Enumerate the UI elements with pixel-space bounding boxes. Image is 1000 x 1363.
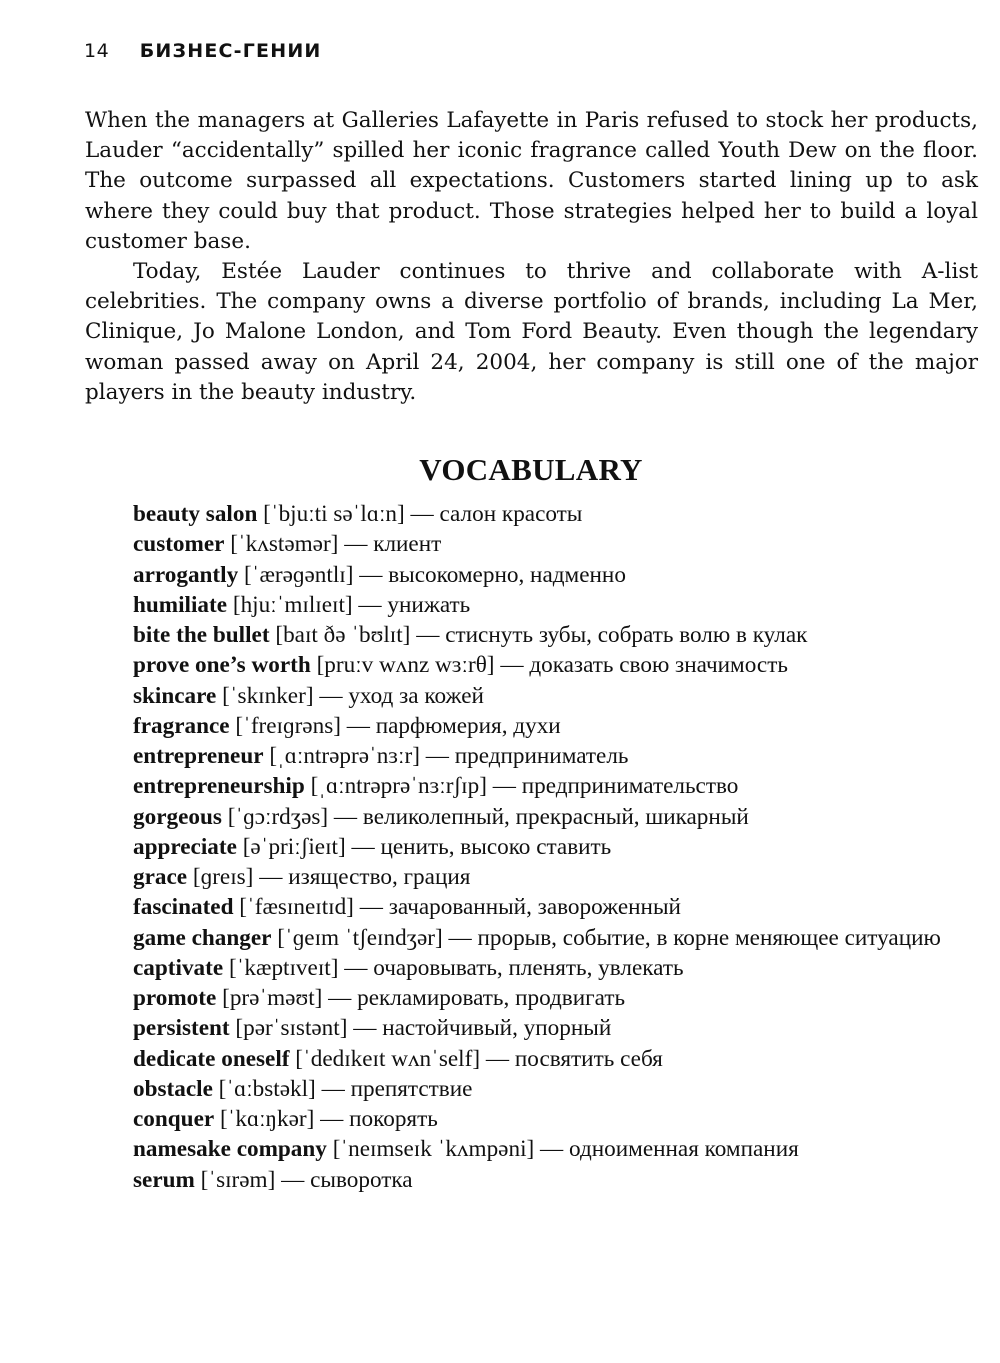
vocabulary-transcription: [ˈbjuːti səˈlɑːn] — [263, 501, 405, 527]
vocabulary-entry — [86, 953, 986, 983]
vocabulary-entry — [86, 802, 986, 832]
vocabulary-transcription: [ˌɑːntrəprəˈnɜːrʃɪp] — [310, 773, 487, 800]
vocabulary-term: entrepreneurship — [133, 773, 305, 800]
vocabulary-translation: — доказать свою значимость — [500, 652, 788, 679]
body-text — [85, 106, 978, 408]
vocabulary-translation: — посвятить себя — [485, 1045, 663, 1072]
vocabulary-transcription: [pərˈsɪstənt] — [235, 1015, 348, 1042]
vocabulary-entry — [86, 711, 986, 741]
vocabulary-transcription: [ˈkɑːŋkər] — [219, 1106, 315, 1132]
vocabulary-entry — [86, 620, 986, 650]
vocabulary-transcription: [ˈɑːbstəkl] — [218, 1075, 316, 1102]
vocabulary-term: bite the bullet — [133, 622, 270, 648]
vocabulary-transcription: [ɡreɪs] — [192, 864, 254, 890]
vocabulary-term: game changer — [133, 924, 272, 951]
vocabulary-translation: — очаровывать, пленять, увлекать — [344, 954, 684, 981]
vocabulary-transcription: [ˈkʌstəmər] — [230, 531, 339, 558]
vocabulary-entry — [86, 650, 986, 680]
vocabulary-transcription: [pruːv wʌnz wɜːrθ] — [316, 652, 495, 679]
vocabulary-transcription: [ˈsɪrəm] — [200, 1166, 276, 1193]
vocabulary-transcription: [ˈɡeɪm ˈtʃeɪndʒər] — [277, 924, 443, 951]
vocabulary-translation: — клиент — [344, 531, 442, 558]
vocabulary-translation: — одноименная компания — [540, 1136, 799, 1163]
vocabulary-translation: — прорыв, событие, в корне меняющее ситуацию — [448, 924, 941, 951]
vocabulary-entry — [86, 862, 986, 892]
vocabulary-transcription: [ˈdedɪkeɪt wʌnˈself] — [295, 1045, 481, 1072]
vocabulary-heading: VOCABULARY — [419, 452, 643, 487]
vocabulary-translation: — рекламировать, продвигать — [328, 985, 626, 1011]
running-title: БИЗНЕС-ГЕНИИ — [139, 40, 322, 62]
vocabulary-translation: — салон красоты — [410, 501, 583, 527]
vocabulary-translation: — унижать — [358, 591, 471, 618]
vocabulary-transcription: [prəˈməʊt] — [222, 985, 323, 1011]
vocabulary-entry — [86, 1044, 986, 1074]
vocabulary-entry — [86, 681, 986, 711]
vocabulary-entry — [86, 499, 986, 529]
vocabulary-translation: — уход за кожей — [319, 682, 484, 709]
vocabulary-transcription: [ˈneɪmseɪk ˈkʌmpəni] — [332, 1136, 535, 1163]
vocabulary-term: fragrance — [133, 712, 230, 739]
vocabulary-term: persistent — [133, 1015, 230, 1042]
vocabulary-term: appreciate — [133, 833, 237, 860]
page-header — [84, 40, 322, 62]
vocabulary-translation: — великолепный, прекрасный, шикарный — [333, 803, 749, 830]
vocabulary-transcription: [hjuːˈmɪlɪeɪt] — [232, 591, 353, 618]
vocabulary-transcription: [ˈfæsɪneɪtɪd] — [239, 894, 354, 921]
vocabulary-translation: — предприниматель — [425, 743, 629, 769]
vocabulary-entry — [86, 832, 986, 862]
vocabulary-term: grace — [133, 864, 188, 890]
vocabulary-entry — [86, 1074, 986, 1104]
vocabulary-entry — [86, 560, 986, 590]
vocabulary-entry — [86, 923, 986, 953]
vocabulary-translation: — высокомерно, надменно — [359, 561, 626, 588]
vocabulary-transcription: [ˈskɪnker] — [222, 682, 314, 709]
vocabulary-entry — [86, 983, 986, 1013]
vocabulary-entry — [86, 1134, 986, 1164]
page-number: 14 — [84, 40, 110, 62]
vocabulary-transcription: [ˈkæptɪveɪt] — [228, 954, 339, 981]
vocabulary-entry — [86, 892, 986, 922]
vocabulary-transcription: [ˈɡɔːrdʒəs] — [227, 803, 329, 830]
vocabulary-entry — [86, 741, 986, 771]
vocabulary-term: skincare — [133, 682, 217, 709]
vocabulary-transcription: [əˈpriːʃieɪt] — [242, 833, 346, 860]
vocabulary-term: beauty salon — [133, 501, 258, 527]
vocabulary-translation: — препятствие — [321, 1075, 473, 1102]
vocabulary-term: customer — [133, 531, 225, 558]
vocabulary-list — [86, 499, 986, 1195]
vocabulary-term: captivate — [133, 954, 224, 981]
vocabulary-transcription: [baɪt ðə ˈbʊlɪt] — [275, 622, 411, 648]
vocabulary-term: arrogantly — [133, 561, 239, 588]
vocabulary-term: namesake company — [133, 1136, 327, 1163]
vocabulary-entry — [86, 590, 986, 620]
vocabulary-entry — [86, 1165, 986, 1195]
paragraph: Today, Estée Lauder continues to thrive and collaborate with A-list celebrities. The company owns a diverse portfolio of brands, including La Mer, Clinique, Jo Malone London, and Tom Ford Beauty. Even though the legendary woman passed away on April 24, 2004, her company is still one of the major players in the beauty industry. — [85, 259, 978, 405]
vocabulary-entry — [86, 529, 986, 559]
vocabulary-entry — [86, 1013, 986, 1043]
vocabulary-term: promote — [133, 985, 217, 1011]
vocabulary-term: humiliate — [133, 591, 228, 618]
vocabulary-translation: — настойчивый, упорный — [353, 1015, 612, 1042]
vocabulary-entry — [86, 1104, 986, 1134]
vocabulary-term: gorgeous — [133, 803, 222, 830]
vocabulary-term: dedicate oneself — [133, 1045, 290, 1072]
vocabulary-translation: — парфюмерия, духи — [346, 712, 561, 739]
vocabulary-term: prove one’s worth — [133, 652, 311, 679]
vocabulary-translation: — ценить, высоко ставить — [351, 833, 612, 860]
vocabulary-transcription: [ˌɑːntrəprəˈnɜːr] — [269, 743, 420, 769]
vocabulary-translation: — предпринимательство — [492, 773, 739, 800]
vocabulary-term: fascinated — [133, 894, 234, 921]
vocabulary-translation: — сыворотка — [281, 1166, 413, 1193]
vocabulary-translation: — стиснуть зубы, собрать волю в кулак — [416, 622, 808, 648]
vocabulary-translation: — зачарованный, завороженный — [359, 894, 681, 921]
vocabulary-term: conquer — [133, 1106, 215, 1132]
vocabulary-translation: — изящество, грация — [259, 864, 471, 890]
vocabulary-term: entrepreneur — [133, 743, 264, 769]
vocabulary-term: obstacle — [133, 1075, 213, 1102]
vocabulary-translation: — покорять — [320, 1106, 438, 1132]
vocabulary-term: serum — [133, 1166, 195, 1193]
vocabulary-transcription: [ˈærəɡəntlɪ] — [244, 561, 354, 588]
vocabulary-transcription: [ˈfreɪɡrəns] — [235, 712, 341, 739]
paragraph: When the managers at Galleries Lafayette in Paris refused to stock her products, Lauder “accidentally” spilled her iconic fragrance called Youth Dew on the floor. The outcome surpassed all expectations. Customers started lining up to ask where they could buy that product. Those strategies helped her to build a loyal customer base. — [85, 108, 978, 254]
vocabulary-entry — [86, 771, 986, 801]
